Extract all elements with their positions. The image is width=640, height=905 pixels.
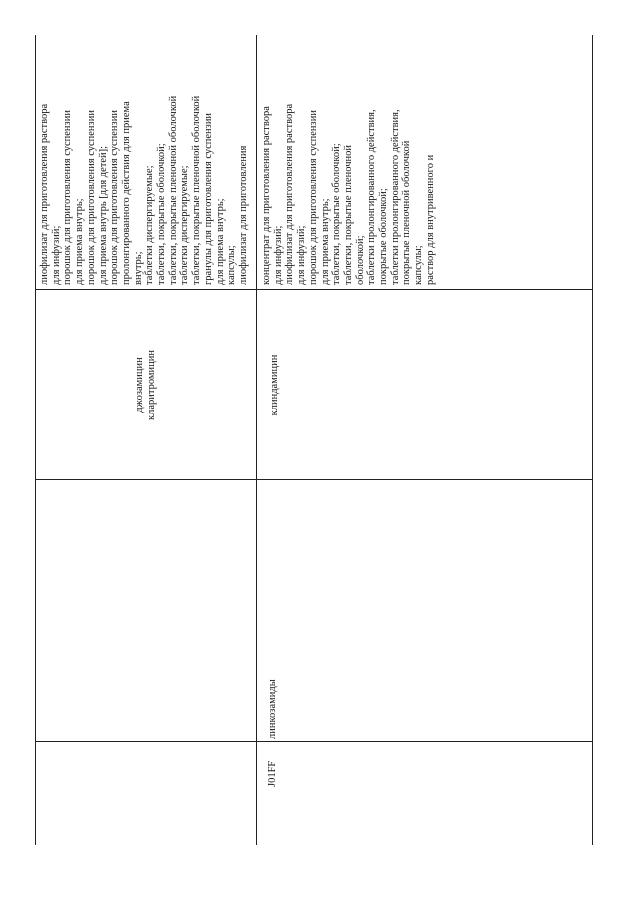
- col-divider-code-group: [35, 741, 593, 742]
- dosage-form-line: покрытые оболочкой;: [378, 188, 390, 285]
- dosage-form-line: таблетки, покрытые оболочкой;: [156, 143, 168, 285]
- dosage-form-line: покрытые пленочной оболочкой: [401, 140, 413, 285]
- row1-substances: [35, 290, 256, 480]
- dosage-form-line: лиофилизат для приготовления раствора: [284, 103, 296, 285]
- dosage-form-line: капсулы;: [413, 245, 425, 285]
- dosage-form-line: таблетки, покрытые пленочной оболочкой: [191, 95, 203, 285]
- rotated-table: [35, 35, 593, 845]
- dosage-form-line: таблетки диспергируемые;: [144, 165, 156, 285]
- row2-substances: [267, 290, 283, 480]
- dosage-form-line: внутрь;: [132, 251, 144, 285]
- dosage-form-line: порошок для приготовления суспензии: [109, 110, 121, 285]
- dosage-form-line: оболочкой;: [354, 235, 366, 285]
- dosage-form-line: лиофилизат для приготовления раствора: [39, 103, 50, 285]
- row2-pharmacological-group: линкозамиды: [267, 679, 278, 739]
- dosage-form-line: таблетки пролонгированного действия,: [366, 109, 378, 285]
- row2-dosage-forms: [261, 37, 437, 285]
- substance-josamycin: джозамицин: [133, 357, 145, 413]
- dosage-form-line: таблетки, покрытые оболочкой;: [331, 143, 343, 285]
- dosage-form-line: порошок для приготовления суспензии: [62, 110, 74, 285]
- dosage-form-line: пролонгированного действия для приема: [120, 101, 132, 285]
- dosage-form-line: концентрат для приготовления раствора: [261, 106, 272, 285]
- dosage-form-line: порошок для приготовления суспензии: [307, 110, 319, 285]
- dosage-form-line: для инфузий;: [296, 225, 308, 285]
- dosage-form-line: таблетки диспергируемые;: [179, 165, 191, 285]
- row2-atc-code: J01FF: [267, 760, 278, 787]
- substance-clindamycin: клиндамицин: [269, 354, 281, 416]
- dosage-form-line: капсулы;: [226, 245, 238, 285]
- dosage-form-line: для приема внутрь;: [74, 198, 86, 285]
- dosage-form-line: для инфузий;: [272, 225, 284, 285]
- row1-dosage-forms: [39, 37, 250, 285]
- dosage-form-line: таблетки, покрытые пленочной: [342, 144, 354, 285]
- dosage-form-line: порошок для приготовления суспензии: [85, 110, 97, 285]
- table-bottom-border: [592, 35, 593, 845]
- dosage-form-line: для инфузий;: [50, 225, 62, 285]
- row-divider: [256, 35, 257, 845]
- substance-clarithromycin: кларитромицин: [145, 350, 157, 421]
- dosage-form-line: для приема внутрь [для детей];: [97, 145, 109, 285]
- dosage-form-line: для приема внутрь;: [319, 198, 331, 285]
- dosage-form-line: раствор для внутривенного и: [424, 154, 436, 285]
- dosage-form-line: таблетки пролонгированного действия,: [389, 109, 401, 285]
- dosage-form-line: гранулы для приготовления суспензии: [202, 112, 214, 285]
- dosage-form-line: для приема внутрь;: [214, 198, 226, 285]
- dosage-form-line: лиофилизат для приготовления: [237, 145, 249, 285]
- dosage-form-line: таблетки, покрытые пленочной оболочкой: [167, 95, 179, 285]
